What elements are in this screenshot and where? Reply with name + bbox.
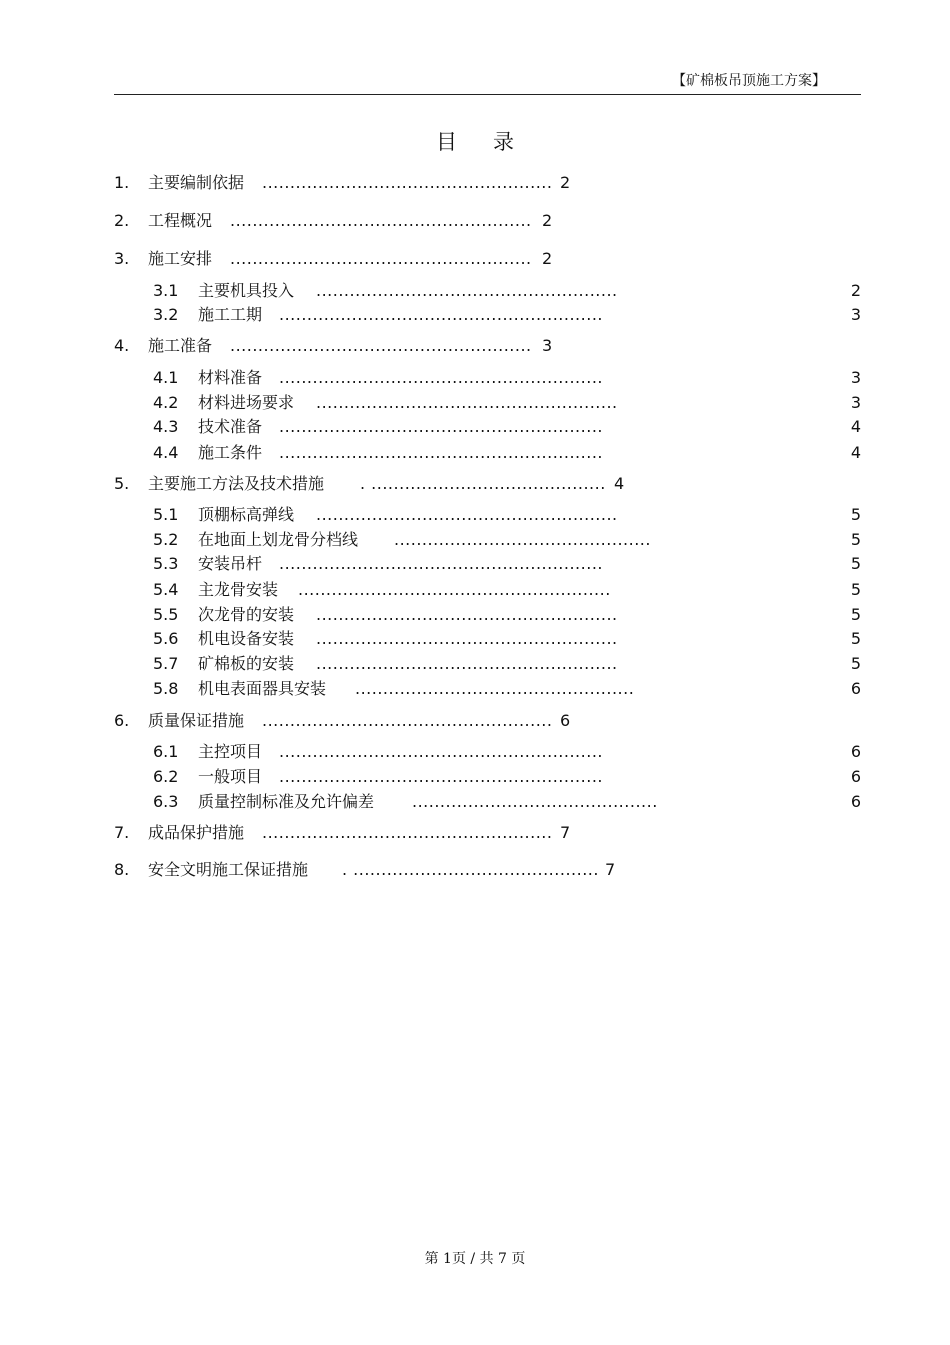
toc-entry-number: 3.2 (153, 305, 179, 324)
toc-entry-number: 5.3 (153, 554, 179, 573)
toc-entry-text: 顶棚标高弹线 (198, 505, 295, 524)
toc-leader-dots: ...................................................... (230, 336, 532, 355)
toc-title-char-1: 目 (436, 130, 457, 154)
toc-entry-number: 5. (114, 474, 130, 493)
toc-entry-text: 次龙骨的安装 (198, 605, 295, 624)
toc-leader-dots: ...................................................... (316, 281, 618, 300)
toc-page-number: 2 (850, 281, 861, 300)
toc-leader-dots: ...................................................... (316, 505, 618, 524)
toc-entry-number: 4. (114, 336, 130, 355)
toc-entry-number: 5.8 (153, 679, 179, 698)
toc-entry-number: 5.7 (153, 654, 179, 673)
toc-entry[interactable] (114, 249, 861, 269)
toc-page-number: 5 (850, 554, 861, 573)
toc-entry-number: 2. (114, 211, 130, 230)
toc-entry-number: 6.2 (153, 767, 179, 786)
toc-entry-text: 材料进场要求 (198, 393, 295, 412)
toc-page-number: 3 (850, 368, 861, 387)
toc-entry-number: 1. (114, 173, 130, 192)
toc-subentry[interactable] (153, 654, 861, 674)
toc-leader-dots: .................................................... (262, 711, 553, 730)
toc-leader-dots: ...................................................... (230, 249, 532, 268)
toc-entry-text: 施工准备 (148, 336, 213, 355)
toc-entry-number: 4.2 (153, 393, 179, 412)
toc-entry-text: 主控项目 (198, 742, 263, 761)
toc-entry-number: 3.1 (153, 281, 179, 300)
toc-leader-dots: .............................................. (394, 530, 651, 549)
toc-page-number: 7 (605, 860, 616, 879)
toc-page-number: 3 (850, 393, 861, 412)
toc-entry-text: 主要施工方法及技术措施 (148, 474, 325, 493)
header-divider (114, 94, 861, 95)
toc-subentry[interactable] (153, 443, 861, 463)
toc-entry-number: 7. (114, 823, 130, 842)
toc-entry-number: 5.2 (153, 530, 179, 549)
toc-page-number: 3 (542, 336, 553, 355)
toc-leader-dots: ...................................................... (316, 654, 618, 673)
toc-leader-dots: .......................................................... (279, 742, 603, 761)
toc-subentry[interactable] (153, 281, 861, 301)
toc-entry-text: 安装吊杆 (198, 554, 263, 573)
toc-subentry[interactable] (153, 554, 861, 574)
toc-entry[interactable] (114, 823, 861, 843)
toc-subentry[interactable] (153, 305, 861, 325)
toc-subentry[interactable] (153, 767, 861, 787)
toc-entry[interactable] (114, 860, 861, 880)
toc-entry-text: 工程概况 (148, 211, 213, 230)
toc-leader-dots: .................................................... (262, 823, 553, 842)
toc-subentry[interactable] (153, 629, 861, 649)
toc-subentry[interactable] (153, 505, 861, 525)
toc-entry[interactable] (114, 211, 861, 231)
toc-page-number: 5 (850, 629, 861, 648)
toc-page-number: 4 (850, 417, 861, 436)
toc-subentry[interactable] (153, 580, 861, 600)
toc-leader-dots: ........................................................ (298, 580, 611, 599)
toc-leader-dots: . .......................................... (360, 474, 606, 493)
toc-entry-text: 在地面上划龙骨分档线 (198, 530, 359, 549)
toc-entry[interactable] (114, 474, 861, 494)
toc-page-number: 7 (560, 823, 571, 842)
toc-subentry[interactable] (153, 792, 861, 812)
toc-leader-dots: ............................................ (412, 792, 658, 811)
toc-page-number: 6 (850, 742, 861, 761)
toc-leader-dots: ...................................................... (316, 393, 618, 412)
toc-entry-number: 8. (114, 860, 130, 879)
toc-page-number: 6 (850, 679, 861, 698)
toc-leader-dots: .......................................................... (279, 417, 603, 436)
toc-leader-dots: .......................................................... (279, 443, 603, 462)
toc-entry[interactable] (114, 173, 861, 193)
toc-entry-number: 4.1 (153, 368, 179, 387)
toc-subentry[interactable] (153, 368, 861, 388)
toc-leader-dots: .................................................... (262, 173, 553, 192)
toc-leader-dots: .................................................. (355, 679, 635, 698)
toc-leader-dots: .......................................................... (279, 554, 603, 573)
toc-entry-text: 质量保证措施 (148, 711, 245, 730)
toc-page-number: 3 (850, 305, 861, 324)
page-footer: 第 1页 / 共 7 页 (424, 1251, 526, 1267)
toc-page-number: 2 (542, 249, 553, 268)
toc-subentry[interactable] (153, 679, 861, 699)
toc-entry-number: 4.4 (153, 443, 179, 462)
toc-entry-text: 主龙骨安装 (198, 580, 279, 599)
toc-leader-dots: .......................................................... (279, 767, 603, 786)
toc-entry-text: 机电设备安装 (198, 629, 295, 648)
toc-leader-dots: .......................................................... (279, 305, 603, 324)
toc-page-number: 6 (850, 792, 861, 811)
toc-entry-number: 5.5 (153, 605, 179, 624)
toc-entry-number: 6.3 (153, 792, 179, 811)
toc-title (0, 126, 950, 156)
toc-entry-text: 主要机具投入 (198, 281, 295, 300)
toc-leader-dots: ...................................................... (230, 211, 532, 230)
toc-entry-text: 主要编制依据 (148, 173, 245, 192)
toc-entry-number: 6.1 (153, 742, 179, 761)
toc-entry-number: 4.3 (153, 417, 179, 436)
toc-entry-text: 成品保护措施 (148, 823, 245, 842)
toc-page-number: 6 (850, 767, 861, 786)
toc-entry-text: 质量控制标准及允许偏差 (198, 792, 375, 811)
toc-page-number: 5 (850, 530, 861, 549)
toc-subentry[interactable] (153, 530, 861, 550)
toc-subentry[interactable] (153, 742, 861, 762)
toc-entry-text: 安全文明施工保证措施 (148, 860, 309, 879)
toc-page-number: 5 (850, 580, 861, 599)
toc-entry-text: 施工工期 (198, 305, 263, 324)
toc-page-number: 5 (850, 654, 861, 673)
toc-entry-text: 施工安排 (148, 249, 213, 268)
toc-subentry[interactable] (153, 393, 861, 413)
toc-entry-text: 材料准备 (198, 368, 263, 387)
toc-entry-number: 5.6 (153, 629, 179, 648)
document-header-title: 【矿棉板吊顶施工方案】 (672, 73, 826, 89)
toc-title-char-2: 录 (493, 130, 514, 154)
toc-subentry[interactable] (153, 417, 861, 437)
toc-page-number: 4 (614, 474, 625, 493)
toc-page-number: 5 (850, 505, 861, 524)
toc-leader-dots: .......................................................... (279, 368, 603, 387)
toc-page-number: 5 (850, 605, 861, 624)
toc-entry-text: 施工条件 (198, 443, 263, 462)
toc-entry-text: 矿棉板的安装 (198, 654, 295, 673)
toc-page-number: 2 (560, 173, 571, 192)
toc-page-number: 4 (850, 443, 861, 462)
toc-entry-number: 5.1 (153, 505, 179, 524)
toc-entry-text: 机电表面器具安装 (198, 679, 327, 698)
toc-page-number: 2 (542, 211, 553, 230)
toc-entry[interactable] (114, 336, 861, 356)
toc-entry-number: 6. (114, 711, 130, 730)
toc-entry-number: 5.4 (153, 580, 179, 599)
toc-entry-number: 3. (114, 249, 130, 268)
toc-page-number: 6 (560, 711, 571, 730)
toc-entry-text: 技术准备 (198, 417, 263, 436)
toc-leader-dots: ...................................................... (316, 605, 618, 624)
toc-leader-dots: . ............................................ (342, 860, 599, 879)
toc-entry-text: 一般项目 (198, 767, 263, 786)
toc-subentry[interactable] (153, 605, 861, 625)
toc-leader-dots: ...................................................... (316, 629, 618, 648)
toc-entry[interactable] (114, 711, 861, 731)
